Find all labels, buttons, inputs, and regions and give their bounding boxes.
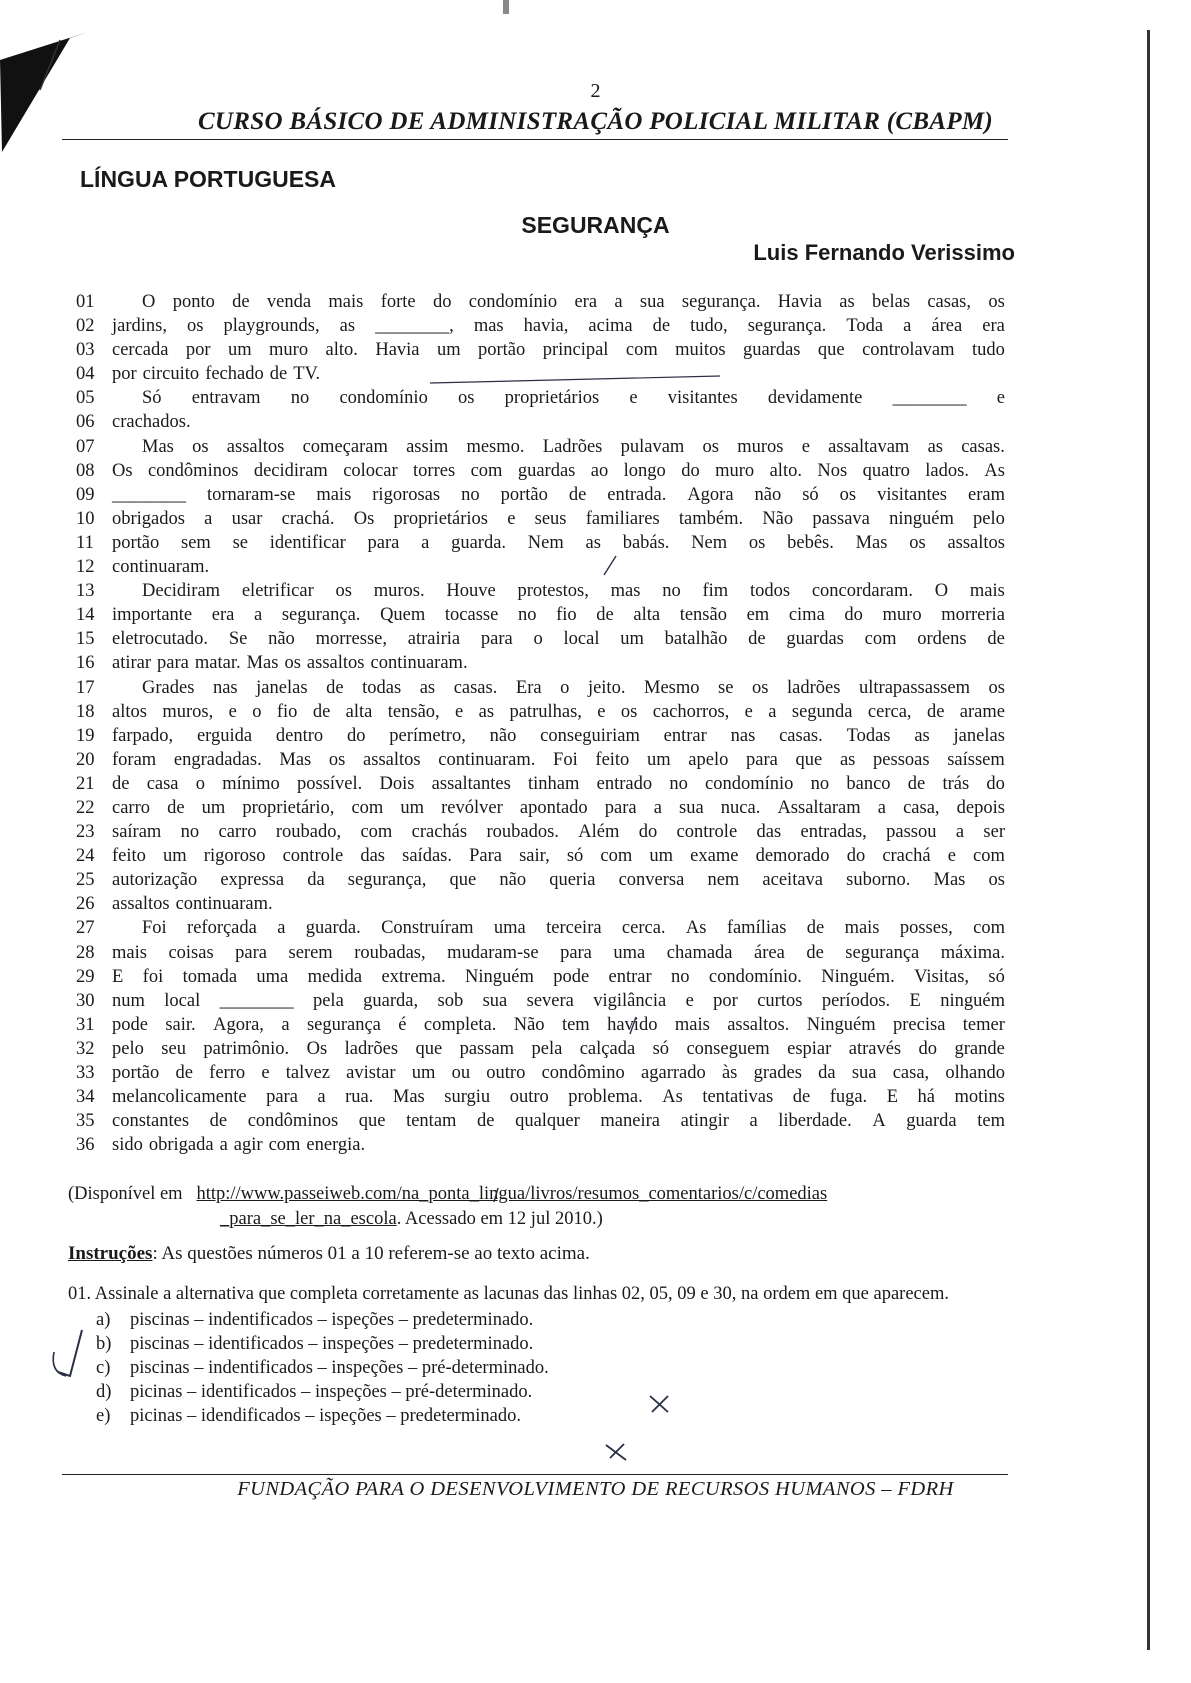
line-text: autorização expressa da segurança, que não queria conversa nem aceitava suborno. Mas os xyxy=(112,870,1005,891)
source-suffix: . Acessado em 12 jul 2010.) xyxy=(396,1209,603,1229)
page-number: 2 xyxy=(590,80,601,102)
line-text: Mas os assaltos começaram assim mesmo. Ladrões pulavam os muros e assaltavam as casas. xyxy=(142,436,1005,457)
line-text: O ponto de venda mais forte do condomínio era a sua segurança. Havia as belas casas, os xyxy=(142,292,1005,312)
line-text: Só entravam no condomínio os proprietários e visitantes devidamente ________ e xyxy=(142,388,1005,409)
option-letter: e) xyxy=(96,1406,111,1426)
option-letter: a) xyxy=(96,1310,111,1330)
option-text: piscinas – identificados – inspeções – predeterminado. xyxy=(130,1334,534,1354)
line-text: pode sair. Agora, a segurança é completa. Não tem havido mais assaltos. Ninguém precisa temer xyxy=(112,1014,1005,1035)
line-number: 12 xyxy=(76,557,95,578)
line-text: sido obrigada a agir com energia. xyxy=(112,1135,366,1156)
option-letter: d) xyxy=(96,1382,112,1402)
line-text: importante era a segurança. Quem tocasse no fio de alta tensão em cima do muro morreria xyxy=(112,605,1005,626)
line-number: 32 xyxy=(76,1038,95,1059)
slash-mark xyxy=(494,1188,498,1202)
line-number: 09 xyxy=(76,484,95,505)
line-number: 24 xyxy=(76,846,95,867)
instructions-label: Instruções xyxy=(68,1243,153,1264)
check-mark-icon xyxy=(58,1330,82,1376)
line-text: crachados. xyxy=(112,412,191,433)
line-number: 26 xyxy=(76,894,95,915)
underline-mark xyxy=(430,376,720,383)
line-text: Decidiram eletrificar os muros. Houve protestos, mas no fim todos concordaram. O mais xyxy=(142,581,1005,602)
source-url-part1[interactable]: http://www.passeiweb.com/na_ponta_lingua/livros/resumos_comentarios/c/comedias xyxy=(196,1184,828,1204)
line-number: 03 xyxy=(76,340,95,361)
line-number: 30 xyxy=(76,990,95,1011)
line-number: 01 xyxy=(76,292,95,312)
line-number: 17 xyxy=(76,677,95,698)
line-number: 18 xyxy=(76,701,95,722)
line-text: constantes de condôminos que tentam de qualquer maneira atingir a liberdade. A guarda tem xyxy=(112,1111,1005,1132)
line-number: 19 xyxy=(76,725,95,746)
line-text: carro de um proprietário, com um revólver apontado para a sua nuca. Assaltaram a casa, depois xyxy=(112,797,1005,818)
line-text: eletrocutado. Se não morresse, atrairia para o local um batalhão de guardas com ordens de xyxy=(112,629,1005,650)
line-number: 14 xyxy=(76,605,95,626)
slash-mark xyxy=(630,1017,636,1034)
line-number: 10 xyxy=(76,508,95,529)
line-text: pelo seu patrimônio. Os ladrões que passam pela calçada só conseguem espiar através do grande xyxy=(112,1038,1005,1059)
line-text: atirar para matar. Mas os assaltos continuaram. xyxy=(112,653,468,674)
line-text: por circuito fechado de TV. xyxy=(112,364,321,385)
course-title: CURSO BÁSICO DE ADMINISTRAÇÃO POLICIAL MILITAR (CBAPM) xyxy=(197,108,994,135)
line-number: 15 xyxy=(76,629,95,650)
line-text: mais coisas para serem roubadas, mudaram-se para uma chamada área de segurança máxima. xyxy=(112,942,1005,963)
footer-institution: FUNDAÇÃO PARA O DESENVOLVIMENTO DE RECURSOS HUMANOS – FDRH xyxy=(237,1478,954,1500)
cross-mark-icon xyxy=(650,1396,668,1412)
option-text: piscinas – indentificados – inspeções – pré-determinado. xyxy=(130,1358,549,1378)
source-url-part2[interactable]: _para_se_ler_na_escola xyxy=(220,1209,397,1229)
line-number: 22 xyxy=(76,797,95,818)
slash-mark xyxy=(604,556,616,575)
line-number: 34 xyxy=(76,1087,95,1108)
line-text: num local ________ pela guarda, sob sua severa vigilância e por curtos períodos. E ninguém xyxy=(112,990,1005,1011)
line-number: 31 xyxy=(76,1014,95,1035)
line-text: melancolicamente para a rua. Mas surgiu outro problema. As tentativas de fuga. E há motins xyxy=(112,1087,1005,1108)
line-text: Os condôminos decidiram colocar torres com guardas ao longo do muro alto. Nos quatro lados. As xyxy=(112,460,1005,481)
line-number: 28 xyxy=(76,942,95,963)
line-number: 35 xyxy=(76,1111,95,1132)
line-number: 21 xyxy=(76,773,95,794)
line-number: 29 xyxy=(76,966,95,987)
line-text: ________ tornaram-se mais rigorosas no portão de entrada. Agora não só os visitantes eram xyxy=(112,484,1005,505)
option-text: piscinas – indentificados – ispeções – predeterminado. xyxy=(130,1310,534,1330)
line-number: 07 xyxy=(76,436,95,457)
check-mark-icon xyxy=(53,1352,66,1376)
line-text: obrigados a usar crachá. Os proprietários e seus familiares também. Não passava ninguém pelo xyxy=(112,508,1005,529)
line-text: farpado, erguida dentro do perímetro, não conseguiriam entrar nas casas. Todas as janelas xyxy=(112,725,1005,746)
line-number: 16 xyxy=(76,653,95,674)
line-text: assaltos continuaram. xyxy=(112,894,273,915)
line-text: cercada por um muro alto. Havia um portão principal com muitos guardas que controlavam tudo xyxy=(112,340,1005,361)
line-text: jardins, os playgrounds, as ________, mas havia, acima de tudo, segurança. Toda a área era xyxy=(112,316,1005,337)
line-text: Grades nas janelas de todas as casas. Era o jeito. Mesmo se os ladrões ultrapassassem os xyxy=(142,677,1005,698)
subject-heading: LÍNGUA PORTUGUESA xyxy=(80,166,336,192)
line-number: 02 xyxy=(76,316,95,337)
option-letter: b) xyxy=(96,1334,112,1354)
line-text: feito um rigoroso controle das saídas. Para sair, só com um exame demorado do crachá e com xyxy=(112,846,1005,867)
question-number: 01. xyxy=(68,1284,92,1304)
line-number: 06 xyxy=(76,412,95,433)
line-number: 11 xyxy=(76,532,94,553)
instructions-text: : As questões números 01 a 10 referem-se ao texto acima. xyxy=(152,1243,590,1264)
line-text: Foi reforçada a guarda. Construíram uma terceira cerca. As famílias de mais posses, com xyxy=(142,918,1005,939)
line-number: 23 xyxy=(76,822,95,843)
line-number: 08 xyxy=(76,460,95,481)
option-text: picinas – idendificados – ispeções – predeterminado. xyxy=(130,1406,521,1426)
line-text: altos muros, e o fio de alta tensão, e as patrulhas, e os cachorros, e a segunda cerca, de arame xyxy=(112,701,1005,722)
line-text: de casa o mínimo possível. Dois assaltantes tinham entrado no condomínio no banco de trás do xyxy=(112,773,1005,794)
line-text: E foi tomada uma medida extrema. Ninguém pode entrar no condomínio. Ninguém. Visitas, só xyxy=(112,966,1005,987)
line-text: portão sem se identificar para a guarda. Nem as babás. Nem os bebês. Mas os assaltos xyxy=(112,532,1005,553)
line-text: foram engradadas. Mas os assaltos continuaram. Foi feito um apelo para que as pessoas saíssem xyxy=(112,749,1005,770)
option-text: picinas – identificados – inspeções – pré-determinado. xyxy=(130,1382,533,1402)
line-number: 20 xyxy=(76,749,95,770)
line-text: continuaram. xyxy=(112,557,210,578)
option-letter: c) xyxy=(96,1358,111,1378)
line-text: saíram no carro roubado, com crachás roubados. Além do controle das entradas, passou a ser xyxy=(112,822,1005,843)
line-number: 33 xyxy=(76,1063,95,1083)
text-author: Luis Fernando Verissimo xyxy=(753,240,1015,265)
line-number: 05 xyxy=(76,388,95,409)
cross-mark-icon xyxy=(606,1444,626,1460)
question-stem-text: Assinale a alternativa que completa corretamente as lacunas das linhas 02, 05, 09 e 30, na ordem em que aparecem. xyxy=(94,1284,949,1304)
line-number: 36 xyxy=(76,1135,95,1156)
line-number: 27 xyxy=(76,918,95,939)
source-prefix: (Disponível em xyxy=(68,1184,183,1204)
line-number: 04 xyxy=(76,364,95,385)
line-number: 13 xyxy=(76,581,95,602)
line-text: portão de ferro e talvez avistar um ou outro condômino agarrado às grades da sua casa, olhando xyxy=(112,1063,1005,1083)
text-title: SEGURANÇA xyxy=(521,212,670,238)
line-number: 25 xyxy=(76,870,95,891)
